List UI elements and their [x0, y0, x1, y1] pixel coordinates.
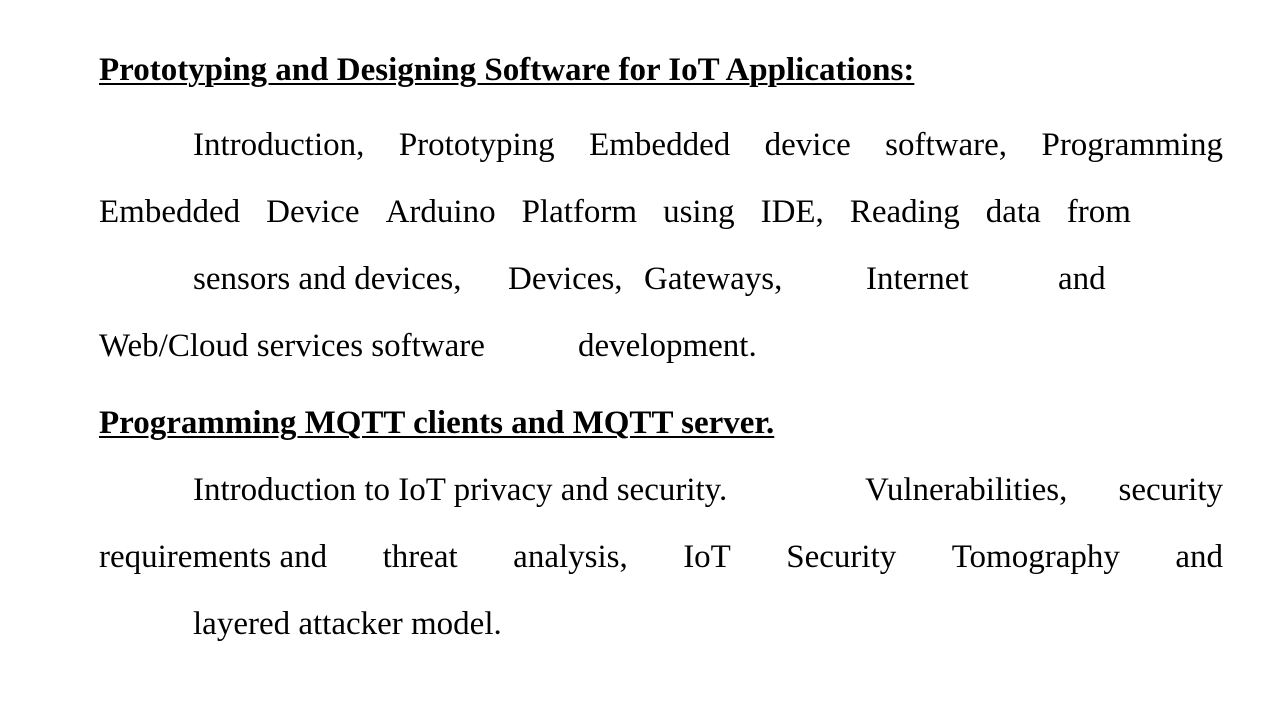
word: Tomography: [951, 539, 1120, 575]
word: Reading: [849, 194, 960, 230]
word: Security: [786, 539, 897, 575]
word: using: [663, 194, 735, 230]
word: Embedded: [99, 194, 241, 230]
word: device: [764, 127, 851, 163]
text-segment: Web/Cloud services software: [99, 328, 485, 364]
word: and: [1058, 261, 1106, 297]
section-heading-mqtt: Programming MQTT clients and MQTT server.: [99, 405, 775, 441]
word: Vulnerabilities,: [865, 472, 1068, 508]
paragraph-line: [99, 537, 1223, 577]
word: from: [1066, 194, 1131, 230]
word: data: [985, 194, 1041, 230]
word: security: [1118, 472, 1223, 508]
word: IoT: [683, 539, 731, 575]
word: Arduino: [385, 194, 496, 230]
text-segment: Introduction to IoT privacy and security.: [193, 472, 728, 508]
word: Internet: [866, 261, 969, 297]
paragraph-line: layered attacker model.: [193, 606, 502, 642]
word: Gateways,: [644, 261, 783, 297]
section-heading-iot-software: Prototyping and Designing Software for IoT Applications:: [99, 52, 915, 88]
text-segment: development.: [578, 328, 757, 364]
paragraph-line: [99, 192, 1131, 232]
word: Programming: [1041, 127, 1223, 163]
word: Embedded: [589, 127, 731, 163]
word: analysis,: [513, 539, 628, 575]
paragraph-line: [193, 125, 1223, 165]
word: software,: [885, 127, 1008, 163]
word: Device: [266, 194, 360, 230]
word: Introduction,: [193, 127, 365, 163]
word: threat: [382, 539, 458, 575]
word: Devices,: [508, 261, 623, 297]
word: Platform: [521, 194, 638, 230]
text-segment: requirements and: [99, 539, 328, 575]
word: and: [1175, 539, 1223, 575]
word: Prototyping: [398, 127, 555, 163]
word: IDE,: [760, 194, 824, 230]
word: sensors and devices,: [193, 261, 462, 297]
